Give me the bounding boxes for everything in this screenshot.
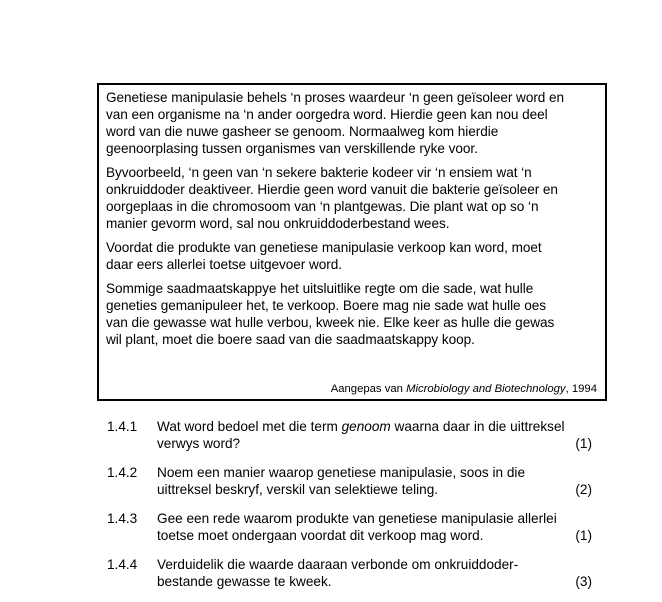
- question-text-line-1: Noem een manier waarop genetiese manipulasie, soos in die: [157, 465, 526, 480]
- text-line: Byvoorbeeld, ‘n geen van ‘n sekere bakterie kodeer vir ‘n ensiem wat ‘n: [106, 165, 532, 180]
- text-line: van die gewasse wat hulle verbou, kweek nie. Elke keer as hulle die gewas: [106, 315, 555, 330]
- question-text: waarna daar in die uittreksel: [390, 419, 565, 434]
- extract-box: [97, 83, 607, 401]
- extract-paragraph-4: [106, 280, 600, 348]
- extract-paragraph-1: [106, 89, 600, 157]
- text-line: onkruiddoder deaktiveer. Hierdie geen word vanuit die bakterie geïsoleer en: [106, 182, 558, 197]
- text-line: Voordat die produkte van genetiese manipulasie verkoop kan word, moet: [106, 240, 542, 255]
- question-marks: (3): [575, 574, 592, 589]
- question-text: Wat word bedoel met die term: [157, 419, 342, 434]
- extract-paragraph-2: [106, 164, 600, 232]
- question-text: uittreksel beskryf, verskil van selektiewe teling.: [157, 482, 439, 497]
- text-line: geneties gemanipuleer het, te verkoop. Boere mag nie sade wat hulle oes: [106, 298, 547, 313]
- question-number: 1.4.3: [107, 511, 138, 526]
- question-1-4-4: [107, 556, 595, 590]
- text-line: manier gevorm word, sal nou onkruiddoderbestand wees.: [106, 216, 450, 231]
- question-text-line-2: [157, 435, 595, 452]
- text-line: oorgeplaas in die chromosoom van ‘n plantgewas. Die plant wat op so ‘n: [106, 199, 539, 214]
- source-citation: [331, 382, 597, 396]
- question-text-line-1: [157, 418, 595, 435]
- question-text: toetse moet ondergaan voordat dit verkoop mag word.: [157, 528, 484, 543]
- text-line: daar eers allerlei toetse uitgevoer word.: [106, 257, 342, 272]
- text-line: Sommige saadmaatskappye het uitsluitlike regte om die sade, wat hulle: [106, 281, 534, 296]
- question-text: verwys word?: [157, 436, 241, 451]
- question-1-4-2: [107, 464, 595, 498]
- question-number: 1.4.2: [107, 465, 138, 480]
- question-text-line-2: [157, 527, 595, 544]
- questions-list: [107, 418, 595, 602]
- question-marks: (2): [575, 482, 592, 497]
- text-line: Genetiese manipulasie behels ‘n proses waardeur ‘n geen geïsoleer word en: [106, 90, 565, 105]
- question-text-line-1: Gee een rede waarom produkte van genetiese manipulasie allerlei: [157, 511, 557, 526]
- question-number: 1.4.1: [107, 419, 138, 434]
- question-text: bestande gewasse te kweek.: [157, 574, 332, 589]
- question-1-4-1: [107, 418, 595, 452]
- text-line: word van die nuwe gasheer se genoom. Normaalweg kom hierdie: [106, 124, 499, 139]
- question-1-4-3: [107, 510, 595, 544]
- question-term: genoom: [341, 419, 391, 434]
- source-prefix: Aangepas van: [330, 383, 407, 395]
- extract-paragraph-3: [106, 239, 600, 273]
- question-text-line-2: [157, 573, 595, 590]
- question-number: 1.4.4: [107, 557, 138, 572]
- source-year: , 1994: [565, 383, 597, 395]
- text-line: van een organisme na ‘n ander oorgedra word. Hierdie geen kan nou deel: [106, 107, 548, 122]
- question-marks: (1): [575, 528, 592, 543]
- text-line: wil plant, moet die boere saad van die saadmaatskappy koop.: [106, 332, 475, 347]
- question-text-line-1: Verduidelik die waarde daaraan verbonde om onkruiddoder-: [157, 557, 519, 572]
- question-text-line-2: [157, 481, 595, 498]
- text-line: geenoorplasing tussen organismes van verskillende ryke voor.: [106, 141, 478, 156]
- source-title: Microbiology and Biotechnology: [406, 383, 566, 395]
- question-marks: (1): [575, 436, 592, 451]
